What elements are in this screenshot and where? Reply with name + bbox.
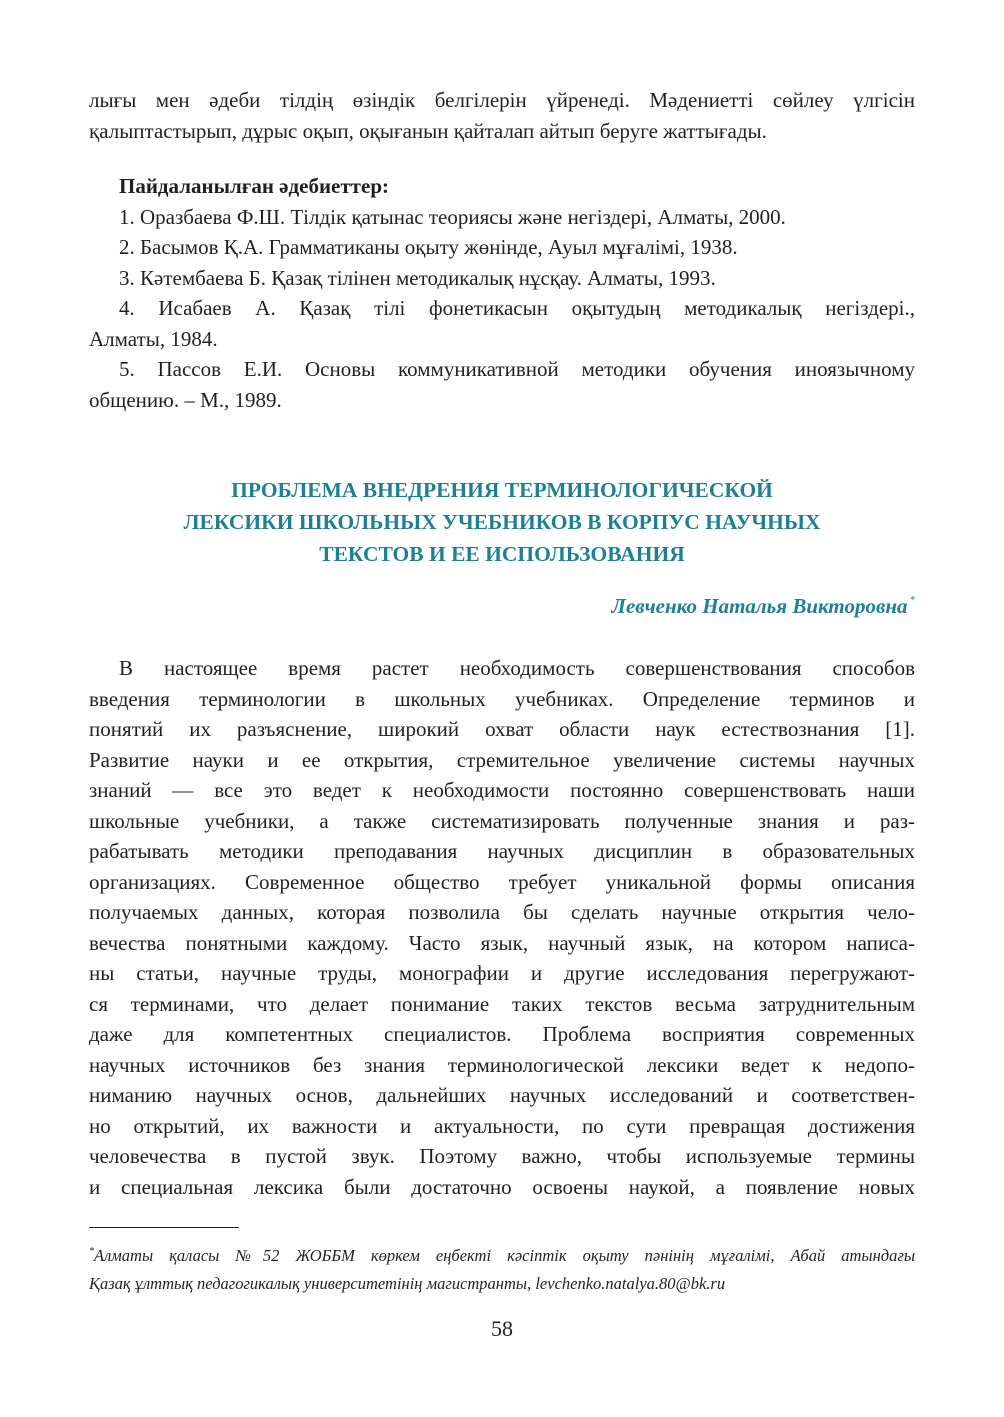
body-line: и специальная лексика были достаточно освоены наукой, а появление новых <box>89 1174 915 1199</box>
body-line: ниманию научных основ, дальнейших научных исследований и соответствен- <box>89 1083 915 1107</box>
body-line: научных источников без знания терминологической лексики ведет к недопо- <box>89 1052 915 1077</box>
footnote-divider <box>89 1227 239 1228</box>
footnote-line: Қазақ ұлттық педагогикалық университетінің магистранты, levchenko.natalya.80@bk.ru <box>89 1274 726 1293</box>
reference-item-continuation: общению. – М., 1989. <box>89 387 282 412</box>
body-line: вечества понятными каждому. Часто язык, научный язык, на котором написа- <box>89 930 915 955</box>
reference-item: 3. Кәтембаева Б. Қазақ тілінен методикалық нұсқау. Алматы, 1993. <box>119 265 716 290</box>
reference-item: 4. Исабаев А. Қазақ тілі фонетикасын оқытудың методикалық негіздері., <box>119 296 915 320</box>
author-name: Левченко Наталья Викторовна <box>611 594 908 618</box>
body-line: организациях. Современное общество требует уникальной формы описания <box>89 869 915 894</box>
reference-item: 2. Басымов Қ.А. Грамматиканы оқыту жөнінде, Ауыл мұғалімі, 1938. <box>119 235 738 259</box>
body-line: Развитие науки и ее открытия, стремительное увеличение системы научных <box>89 747 915 772</box>
body-line: ся терминами, что делает понимание таких текстов весьма затруднительным <box>89 991 915 1016</box>
body-line: понятий их разъяснение, широкий охват области наук естествознания [1]. <box>89 717 915 741</box>
page-number: 58 <box>491 1316 513 1341</box>
body-line: получаемых данных, которая позволила бы сделать научные открытия чело- <box>89 900 915 924</box>
intro-line: лығы мен әдеби тілдің өзіндік белгілерін үйренеді. Мәдениетті сөйлеу үлгісін <box>89 88 915 112</box>
footnote-text: Алматы қаласы №52 ЖОББМ көркем еңбекті кәсіптік оқыту пәнінің мұғалімі, Абай атындағы <box>94 1246 915 1265</box>
body-line: школьные учебники, а также систематизировать полученные знания и раз- <box>89 808 915 833</box>
reference-item: 1. Оразбаева Ф.Ш. Тілдік қатынас теориясы және негіздері, Алматы, 2000. <box>119 204 786 229</box>
references-heading: Пайдаланылған әдебиеттер: <box>119 174 389 198</box>
body-line: ны статьи, научные труды, монографии и другие исследования перегружают- <box>89 961 915 985</box>
body-line: но открытий, их важности и актуальности, по сути превращая достижения <box>89 1113 915 1138</box>
references-section <box>89 171 915 415</box>
body-line: рабатывать методики преподавания научных дисциплин в образовательных <box>89 839 915 863</box>
body-line: В настоящее время растет необходимость совершенствования способов <box>119 656 915 680</box>
body-line: даже для компетентных специалистов. Проблема восприятия современных <box>89 1022 915 1046</box>
footnote <box>89 1238 915 1298</box>
article-title-line: ТЕКСТОВ И ЕЕ ИСПОЛЬЗОВАНИЯ <box>319 542 685 566</box>
body-line: введения терминологии в школьных учебниках. Определение терминов и <box>89 686 915 711</box>
author-footnote-mark: * <box>909 594 915 606</box>
reference-item: 5. Пассов Е.И. Основы коммуникативной методики обучения иноязычному <box>119 357 915 381</box>
body-line: знаний — все это ведет к необходимости постоянно совершенствовать наши <box>89 778 915 802</box>
article-author <box>612 594 915 619</box>
body-line: человечества в пустой звук. Поэтому важно, чтобы используемые термины <box>89 1144 915 1168</box>
reference-item-continuation: Алматы, 1984. <box>89 326 218 351</box>
intro-paragraph <box>89 85 915 146</box>
article-title <box>89 474 915 570</box>
footnote-mark: * <box>89 1246 94 1257</box>
footnote-line <box>89 1238 915 1270</box>
article-body <box>89 653 915 1202</box>
article-title-line: ПРОБЛЕМА ВНЕДРЕНИЯ ТЕРМИНОЛОГИЧЕСКОЙ <box>231 478 773 502</box>
intro-line: қалыптастырып, дұрыс оқып, оқығанын қайталап айтып беруге жаттығады. <box>89 118 767 143</box>
article-title-line: ЛЕКСИКИ ШКОЛЬНЫХ УЧЕБНИКОВ В КОРПУС НАУЧНЫХ <box>183 510 821 534</box>
